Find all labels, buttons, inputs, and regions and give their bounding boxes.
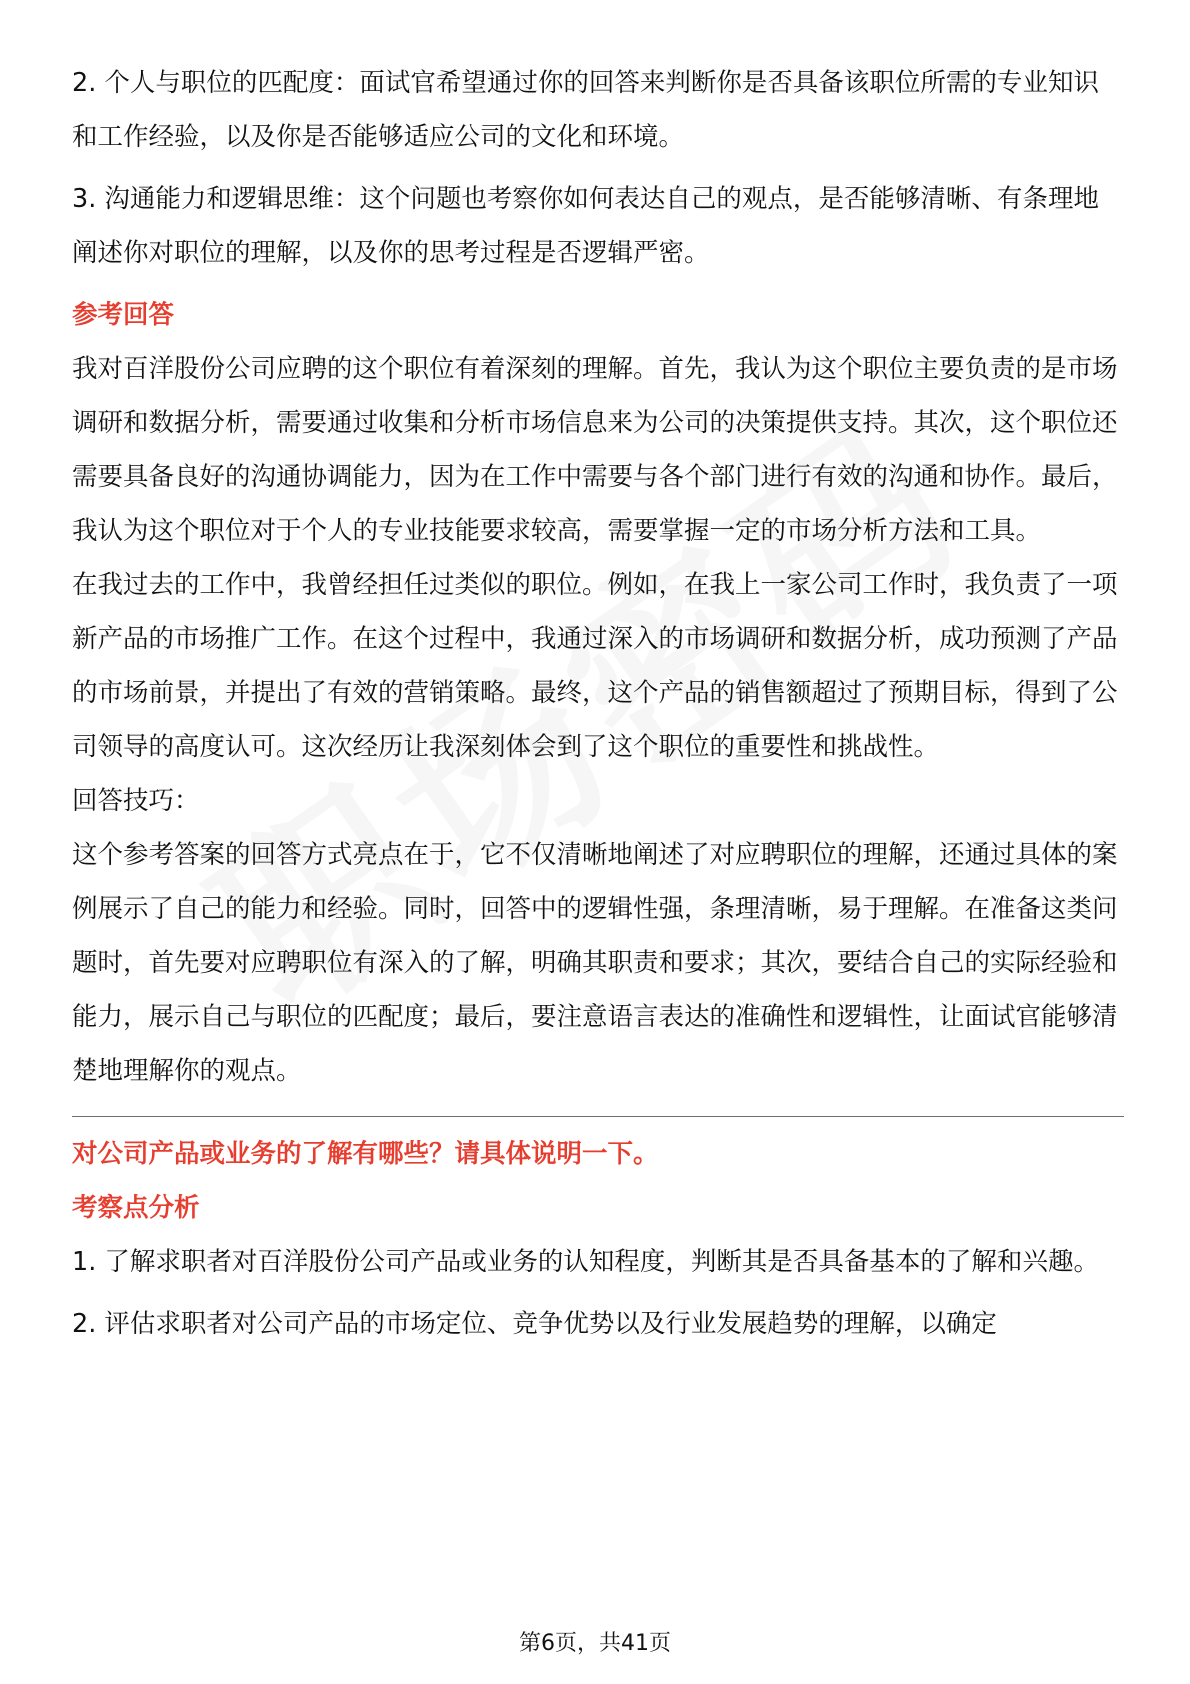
paragraph-answer-1: 我对百洋股份公司应聘的这个职位有着深刻的理解。首先，我认为这个职位主要负责的是市场调研和数据分析，需要通过收集和分析市场信息来为公司的决策提供支持。其次，这个职位还需要具备良好的沟通协调能力，因为在工作中需要与各个部门进行有效的沟通和协作。最后，我认为这个职位对于个人的专业技能要求较高，需要掌握一定的市场分析方法和工具。 — [72, 354, 1118, 546]
document-body — [72, 56, 1124, 1351]
section-divider — [72, 1116, 1124, 1117]
paragraph-tips: 这个参考答案的回答方式亮点在于，它不仅清晰地阐述了对应聘职位的理解，还通过具体的案例展示了自己的能力和经验。同时，回答中的逻辑性强，条理清晰，易于理解。在准备这类问题时，首先要对应聘职位有深入的了解，明确其职责和要求；其次，要结合自己的实际经验和能力，展示自己与职位的匹配度；最后，要注意语言表达的准确性和逻辑性，让面试官能够清楚地理解你的观点。 — [72, 840, 1118, 1086]
section-heading-reference-answer: 参考回答 — [72, 300, 175, 330]
question-title: 对公司产品或业务的了解有哪些？请具体说明一下。 — [72, 1139, 659, 1169]
paragraph-point-2: 2. 个人与职位的匹配度：面试官希望通过你的回答来判断你是否具备该职位所需的专业知识和工作经验，以及你是否能够适应公司的文化和环境。 — [72, 68, 1099, 152]
page-footer: 第6页，共41页 — [519, 1631, 671, 1656]
section-heading-analysis: 考察点分析 — [72, 1193, 200, 1223]
paragraph-analysis-1: 1. 了解求职者对百洋股份公司产品或业务的认知程度，判断其是否具备基本的了解和兴趣。 — [72, 1247, 1099, 1277]
paragraph-answer-2: 在我过去的工作中，我曾经担任过类似的职位。例如，在我上一家公司工作时，我负责了一项新产品的市场推广工作。在这个过程中，我通过深入的市场调研和数据分析，成功预测了产品的市场前景，并提出了有效的营销策略。最终，这个产品的销售额超过了预期目标，得到了公司领导的高度认可。这次经历让我深刻体会到了这个职位的重要性和挑战性。 — [72, 570, 1118, 762]
paragraph-point-3: 3. 沟通能力和逻辑思维：这个问题也考察你如何表达自己的观点，是否能够清晰、有条理地阐述你对职位的理解，以及你的思考过程是否逻辑严密。 — [72, 184, 1099, 268]
paragraph-tips-label: 回答技巧： — [72, 786, 200, 816]
paragraph-analysis-2: 2. 评估求职者对公司产品的市场定位、竞争优势以及行业发展趋势的理解，以确定 — [72, 1309, 997, 1339]
